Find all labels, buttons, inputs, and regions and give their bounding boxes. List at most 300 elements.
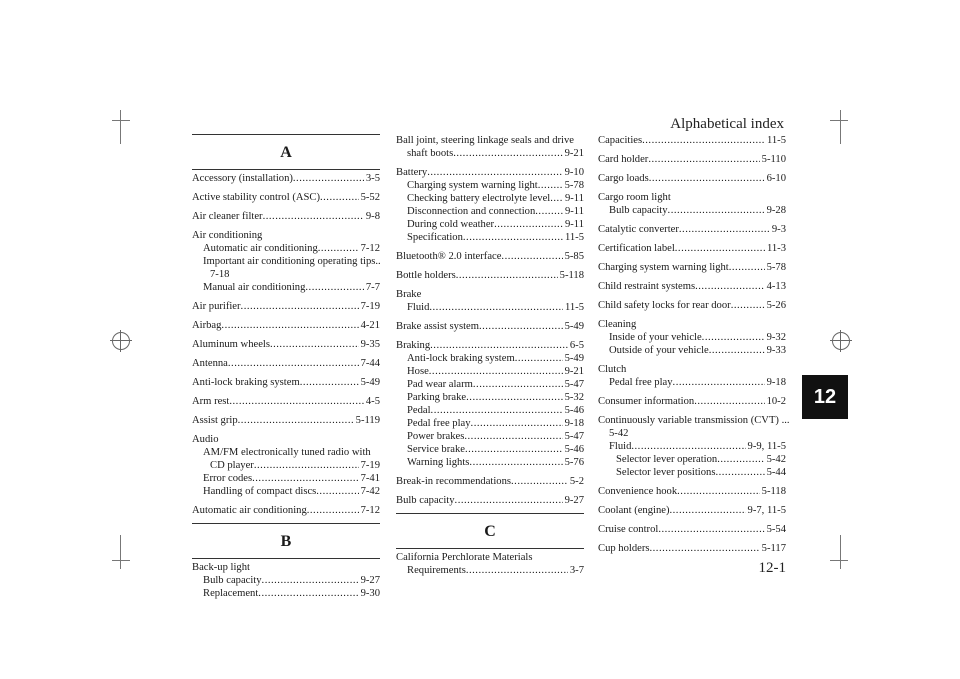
entry-text: Service brake xyxy=(407,444,465,455)
dot-leader xyxy=(679,223,770,236)
page-ref: 9-11 xyxy=(564,193,584,204)
entry-text: During cold weather xyxy=(407,219,495,230)
index-term xyxy=(598,542,786,555)
index-entry xyxy=(598,242,786,255)
page-ref: 5-49 xyxy=(564,353,584,364)
entry-text: Bulb capacity xyxy=(396,495,455,506)
dot-leader xyxy=(466,564,568,577)
index-subentry xyxy=(192,485,380,498)
index-term xyxy=(598,395,786,408)
entry-text: Back-up light xyxy=(192,562,250,573)
entry-text: Brake assist system xyxy=(396,321,479,332)
dot-leader xyxy=(471,417,563,430)
entry-text: Bulb capacity xyxy=(203,575,262,586)
index-subentry xyxy=(192,268,380,281)
page-ref: 7-42 xyxy=(360,486,380,497)
entry-text: Outside of your vehicle xyxy=(609,345,709,356)
page-ref: 5-42 xyxy=(766,454,786,465)
index-entry xyxy=(396,134,584,160)
index-term xyxy=(598,280,786,293)
entry-text: Coolant (engine) xyxy=(598,505,670,516)
index-column-3 xyxy=(598,134,790,561)
page-ref: 5-76 xyxy=(564,457,584,468)
index-term xyxy=(396,320,584,333)
entry-text: Accessory (installation) xyxy=(192,173,293,184)
entry-text: shaft boots xyxy=(407,148,454,159)
index-entry xyxy=(192,210,380,223)
index-subentry xyxy=(598,344,786,357)
dot-leader xyxy=(501,250,562,263)
index-subentry xyxy=(396,192,584,205)
page-ref: 3-5 xyxy=(365,173,380,184)
index-entry xyxy=(192,319,380,332)
dot-leader xyxy=(466,391,562,404)
index-term xyxy=(396,250,584,263)
index-entry xyxy=(396,269,584,282)
page-ref: 6-5 xyxy=(569,340,584,351)
dot-leader xyxy=(254,459,359,472)
entry-text: Audio xyxy=(192,434,219,445)
entry-text: Specification xyxy=(407,232,463,243)
index-term xyxy=(598,414,790,427)
page-ref: 9-10 xyxy=(564,167,584,178)
entry-text: Catalytic converter xyxy=(598,224,679,235)
page-ref: 5-46 xyxy=(564,444,584,455)
entry-text: Ball joint, steering linkage seals and drive xyxy=(396,135,574,146)
entry-text: Continuously variable transmission (CVT) ... xyxy=(598,415,790,426)
index-subentry xyxy=(192,574,380,587)
index-term xyxy=(396,339,584,352)
index-term xyxy=(192,376,380,389)
entry-text: Fluid xyxy=(609,441,632,452)
index-entry xyxy=(598,134,786,147)
dot-leader xyxy=(307,504,359,517)
entry-text: Consumer information xyxy=(598,396,695,407)
dot-leader xyxy=(648,153,759,166)
dot-leader xyxy=(270,338,359,351)
entry-text: Bluetooth® 2.0 interface xyxy=(396,251,502,262)
index-term xyxy=(192,414,380,427)
entry-text: Bottle holders xyxy=(396,270,456,281)
entry-text: 7-18 xyxy=(210,269,230,280)
index-term xyxy=(598,153,786,166)
entry-text: Bulb capacity xyxy=(609,205,668,216)
entry-text: Cup holders xyxy=(598,543,650,554)
entry-text: Brake xyxy=(396,289,422,300)
index-term xyxy=(192,357,380,370)
entry-text: Antenna xyxy=(192,358,228,369)
entry-text: Disconnection and connection xyxy=(407,206,536,217)
index-term xyxy=(598,223,786,236)
index-term xyxy=(598,318,786,331)
registration-target-icon xyxy=(112,332,130,350)
index-entry xyxy=(598,261,786,274)
page-ref: 7-12 xyxy=(360,505,380,516)
index-subentry xyxy=(396,430,584,443)
crop-mark xyxy=(830,120,848,121)
index-entry xyxy=(598,485,786,498)
page-ref: 5-54 xyxy=(766,524,786,535)
dot-leader xyxy=(550,192,563,205)
index-term xyxy=(598,523,786,536)
index-column-2 xyxy=(396,134,584,583)
page-ref: 11-5 xyxy=(564,232,584,243)
index-term xyxy=(192,504,380,517)
index-term xyxy=(598,134,786,147)
entry-text: Automatic air conditioning xyxy=(192,505,307,516)
page-ref: 9-3 xyxy=(771,224,786,235)
dot-leader xyxy=(631,440,745,453)
entry-text: Pedal free play xyxy=(609,377,673,388)
entry-text: Anti-lock braking system xyxy=(407,353,515,364)
entry-text: Card holder xyxy=(598,154,649,165)
entry-text: Parking brake xyxy=(407,392,467,403)
page-ref: 9-30 xyxy=(360,588,380,599)
entry-text: California Perchlorate Materials xyxy=(396,552,533,563)
dot-leader xyxy=(695,280,764,293)
index-entry xyxy=(598,172,786,185)
dot-leader xyxy=(229,395,364,408)
page-ref: 7-7 xyxy=(365,282,380,293)
index-subentry xyxy=(396,365,584,378)
index-term xyxy=(598,504,786,517)
index-subentry xyxy=(396,352,584,365)
page-ref: 7-12 xyxy=(360,243,380,254)
index-subentry xyxy=(598,440,786,453)
page-ref: 5-118 xyxy=(559,270,584,281)
index-entry xyxy=(598,280,786,293)
entry-text: Charging system warning light xyxy=(407,180,538,191)
entry-text: Error codes xyxy=(203,473,253,484)
entry-text: Child safety locks for rear door xyxy=(598,300,731,311)
index-entry xyxy=(192,376,380,389)
index-entry xyxy=(396,250,584,263)
index-entry xyxy=(396,288,584,314)
dot-leader xyxy=(670,504,746,517)
index-subentry xyxy=(192,242,380,255)
page-ref: 9-33 xyxy=(766,345,786,356)
page-ref: 11-5 xyxy=(766,135,786,146)
page-ref: 9-28 xyxy=(766,205,786,216)
index-entry xyxy=(598,191,786,217)
entry-text: Charging system warning light xyxy=(598,262,729,273)
index-entry xyxy=(598,395,786,408)
index-entry xyxy=(192,395,380,408)
dot-leader xyxy=(252,472,358,485)
dot-leader xyxy=(668,204,765,217)
dot-leader xyxy=(473,378,563,391)
dot-leader xyxy=(300,376,359,389)
dot-leader xyxy=(702,331,765,344)
page-ref: 5-85 xyxy=(564,251,584,262)
index-entry xyxy=(598,299,786,312)
dot-leader xyxy=(675,242,765,255)
crop-mark xyxy=(120,535,121,569)
page-ref: 9-18 xyxy=(766,377,786,388)
entry-text: Pedal xyxy=(407,405,431,416)
entry-text: Break-in recommendations xyxy=(396,476,512,487)
index-subentry xyxy=(396,378,584,391)
page-ref: 5-46 xyxy=(564,405,584,416)
index-term xyxy=(598,299,786,312)
dot-leader xyxy=(453,147,562,160)
page-ref: 4-13 xyxy=(766,281,786,292)
entry-text: Certification label xyxy=(598,243,675,254)
page-ref: 3-7 xyxy=(569,565,584,576)
index-term xyxy=(192,561,380,574)
entry-text: Active stability control (ASC) xyxy=(192,192,320,203)
page-ref: 9-35 xyxy=(360,339,380,350)
entry-text: Aluminum wheels xyxy=(192,339,270,350)
entry-text: Important air conditioning operating tips.. xyxy=(203,256,381,267)
index-term xyxy=(192,319,380,332)
index-subentry xyxy=(192,446,380,459)
section-header: C xyxy=(396,513,584,549)
page-ref: 5-47 xyxy=(564,379,584,390)
dot-leader xyxy=(238,414,354,427)
crop-mark xyxy=(840,110,841,144)
crop-mark xyxy=(112,120,130,121)
dot-leader xyxy=(650,542,760,555)
page-number: 12-1 xyxy=(758,560,786,576)
entry-text: Warning lights xyxy=(407,457,470,468)
dot-leader xyxy=(318,242,359,255)
index-entry xyxy=(598,363,786,389)
index-term xyxy=(192,433,380,446)
index-entry xyxy=(598,542,786,555)
index-term xyxy=(396,166,584,179)
entry-text: Manual air conditioning xyxy=(203,282,306,293)
index-term xyxy=(598,172,786,185)
dot-leader xyxy=(494,218,563,231)
dot-leader xyxy=(469,456,562,469)
dot-leader xyxy=(479,320,563,333)
index-entry xyxy=(192,357,380,370)
index-subentry xyxy=(396,404,584,417)
index-column-1 xyxy=(192,134,380,606)
entry-text: CD player xyxy=(210,460,254,471)
index-subentry xyxy=(598,376,786,389)
section-header: B xyxy=(192,523,380,559)
index-term xyxy=(192,229,380,242)
crop-mark xyxy=(112,560,130,561)
index-subentry xyxy=(396,301,584,314)
entry-text: Automatic air conditioning xyxy=(203,243,318,254)
entry-text: Checking battery electrolyte level xyxy=(407,193,551,204)
dot-leader xyxy=(305,281,363,294)
dot-leader xyxy=(320,191,359,204)
index-entry xyxy=(598,318,786,357)
crop-mark xyxy=(830,560,848,561)
dot-leader xyxy=(715,466,764,479)
entry-text: Arm rest xyxy=(192,396,230,407)
page-ref: 5-117 xyxy=(761,543,786,554)
dot-leader xyxy=(464,430,562,443)
index-entry xyxy=(598,153,786,166)
index-term xyxy=(192,338,380,351)
entry-text: Child restraint systems xyxy=(598,281,696,292)
entry-text: Handling of compact discs xyxy=(203,486,317,497)
page-ref: 7-19 xyxy=(360,460,380,471)
dot-leader xyxy=(729,261,765,274)
entry-text: Cleaning xyxy=(598,319,637,330)
page-ref: 9-11 xyxy=(564,206,584,217)
page-ref: 11-3 xyxy=(766,243,786,254)
page-title: Alphabetical index xyxy=(670,116,784,132)
dot-leader xyxy=(455,494,563,507)
index-term xyxy=(396,494,584,507)
dot-leader xyxy=(316,485,358,498)
index-term xyxy=(192,172,380,185)
index-subentry xyxy=(396,218,584,231)
dot-leader xyxy=(430,339,568,352)
page-ref: 7-19 xyxy=(360,301,380,312)
entry-text: Fluid xyxy=(407,302,430,313)
dot-leader xyxy=(717,453,764,466)
page-ref: 5-119 xyxy=(355,415,380,426)
entry-text: Air cleaner filter xyxy=(192,211,263,222)
index-entry xyxy=(598,223,786,236)
page-ref: 9-32 xyxy=(766,332,786,343)
index-term xyxy=(598,485,786,498)
index-term xyxy=(598,191,786,204)
page-ref: 5-110 xyxy=(761,154,786,165)
entry-text: Assist grip xyxy=(192,415,238,426)
entry-text: Capacities xyxy=(598,135,643,146)
dot-leader xyxy=(731,299,765,312)
index-term xyxy=(396,551,584,564)
dot-leader xyxy=(511,475,568,488)
index-term xyxy=(396,288,584,301)
entry-text: Inside of your vehicle xyxy=(609,332,702,343)
page-ref: 5-49 xyxy=(360,377,380,388)
dot-leader xyxy=(658,523,764,536)
dot-leader xyxy=(456,269,558,282)
dot-leader xyxy=(677,485,760,498)
page-ref: 5-32 xyxy=(564,392,584,403)
index-entry xyxy=(598,523,786,536)
dot-leader xyxy=(465,443,563,456)
index-entry xyxy=(396,475,584,488)
index-subentry xyxy=(598,453,786,466)
index-term xyxy=(192,395,380,408)
entry-text: Braking xyxy=(396,340,431,351)
page-ref: 5-78 xyxy=(564,180,584,191)
index-subentry xyxy=(396,391,584,404)
index-subentry xyxy=(192,459,380,472)
page-ref: 5-52 xyxy=(360,192,380,203)
page-ref: 5-78 xyxy=(766,262,786,273)
dot-leader xyxy=(258,587,358,600)
index-entry xyxy=(192,300,380,313)
index-term xyxy=(396,269,584,282)
dot-leader xyxy=(228,357,359,370)
dot-leader xyxy=(429,365,563,378)
entry-text: Anti-lock braking system xyxy=(192,377,300,388)
index-subentry xyxy=(396,179,584,192)
index-subentry xyxy=(396,205,584,218)
entry-text: Replacement xyxy=(203,588,259,599)
index-entry xyxy=(192,433,380,498)
index-term xyxy=(598,242,786,255)
chapter-tab: 12 xyxy=(802,375,848,419)
index-term xyxy=(396,475,584,488)
page-ref: 9-21 xyxy=(564,366,584,377)
page-ref: 11-5 xyxy=(564,302,584,313)
index-entry xyxy=(192,172,380,185)
dot-leader xyxy=(535,205,563,218)
index-subentry xyxy=(598,331,786,344)
index-entry xyxy=(192,561,380,600)
index-subentry xyxy=(192,587,380,600)
index-subentry xyxy=(396,564,584,577)
index-entry xyxy=(192,338,380,351)
dot-leader xyxy=(241,300,359,313)
index-term xyxy=(396,134,584,147)
index-entry xyxy=(192,414,380,427)
index-entry xyxy=(192,504,380,517)
entry-text: Hose xyxy=(407,366,429,377)
page-ref: 4-5 xyxy=(365,396,380,407)
index-subentry xyxy=(598,204,786,217)
dot-leader xyxy=(463,231,563,244)
page-ref: 9-8 xyxy=(365,211,380,222)
page-ref: 6-10 xyxy=(766,173,786,184)
page-ref: 4-21 xyxy=(360,320,380,331)
section-header: A xyxy=(192,134,380,170)
entry-text: 5-42 xyxy=(609,428,629,439)
crop-mark xyxy=(840,535,841,569)
entry-text: Pedal free play xyxy=(407,418,471,429)
page-ref: 5-2 xyxy=(569,476,584,487)
page-ref: 9-7, 11-5 xyxy=(747,505,786,516)
entry-text: Cargo loads xyxy=(598,173,649,184)
dot-leader xyxy=(673,376,765,389)
page-ref: 7-41 xyxy=(360,473,380,484)
page-ref: 9-27 xyxy=(564,495,584,506)
entry-text: Air conditioning xyxy=(192,230,263,241)
dot-leader xyxy=(538,179,563,192)
dot-leader xyxy=(694,395,764,408)
index-entry xyxy=(396,166,584,244)
dot-leader xyxy=(293,172,364,185)
entry-text: Airbag xyxy=(192,320,222,331)
registration-target-icon xyxy=(832,332,850,350)
index-term xyxy=(598,261,786,274)
index-entry xyxy=(396,551,584,577)
dot-leader xyxy=(431,404,563,417)
page-ref: 5-44 xyxy=(766,467,786,478)
page-ref: 5-49 xyxy=(564,321,584,332)
page-ref: 5-47 xyxy=(564,431,584,442)
entry-text: Pad wear alarm xyxy=(407,379,473,390)
dot-leader xyxy=(642,134,765,147)
index-subentry xyxy=(598,466,786,479)
page-ref: 7-44 xyxy=(360,358,380,369)
dot-leader xyxy=(429,301,563,314)
page-ref: 5-26 xyxy=(766,300,786,311)
index-subentry xyxy=(396,147,584,160)
index-entry xyxy=(598,504,786,517)
index-term xyxy=(192,300,380,313)
index-entry xyxy=(396,494,584,507)
index-subentry xyxy=(192,281,380,294)
page-ref: 9-27 xyxy=(360,575,380,586)
index-term xyxy=(192,191,380,204)
index-subentry xyxy=(598,427,786,440)
page-ref: 9-9, 11-5 xyxy=(747,441,786,452)
page-ref: 9-21 xyxy=(564,148,584,159)
